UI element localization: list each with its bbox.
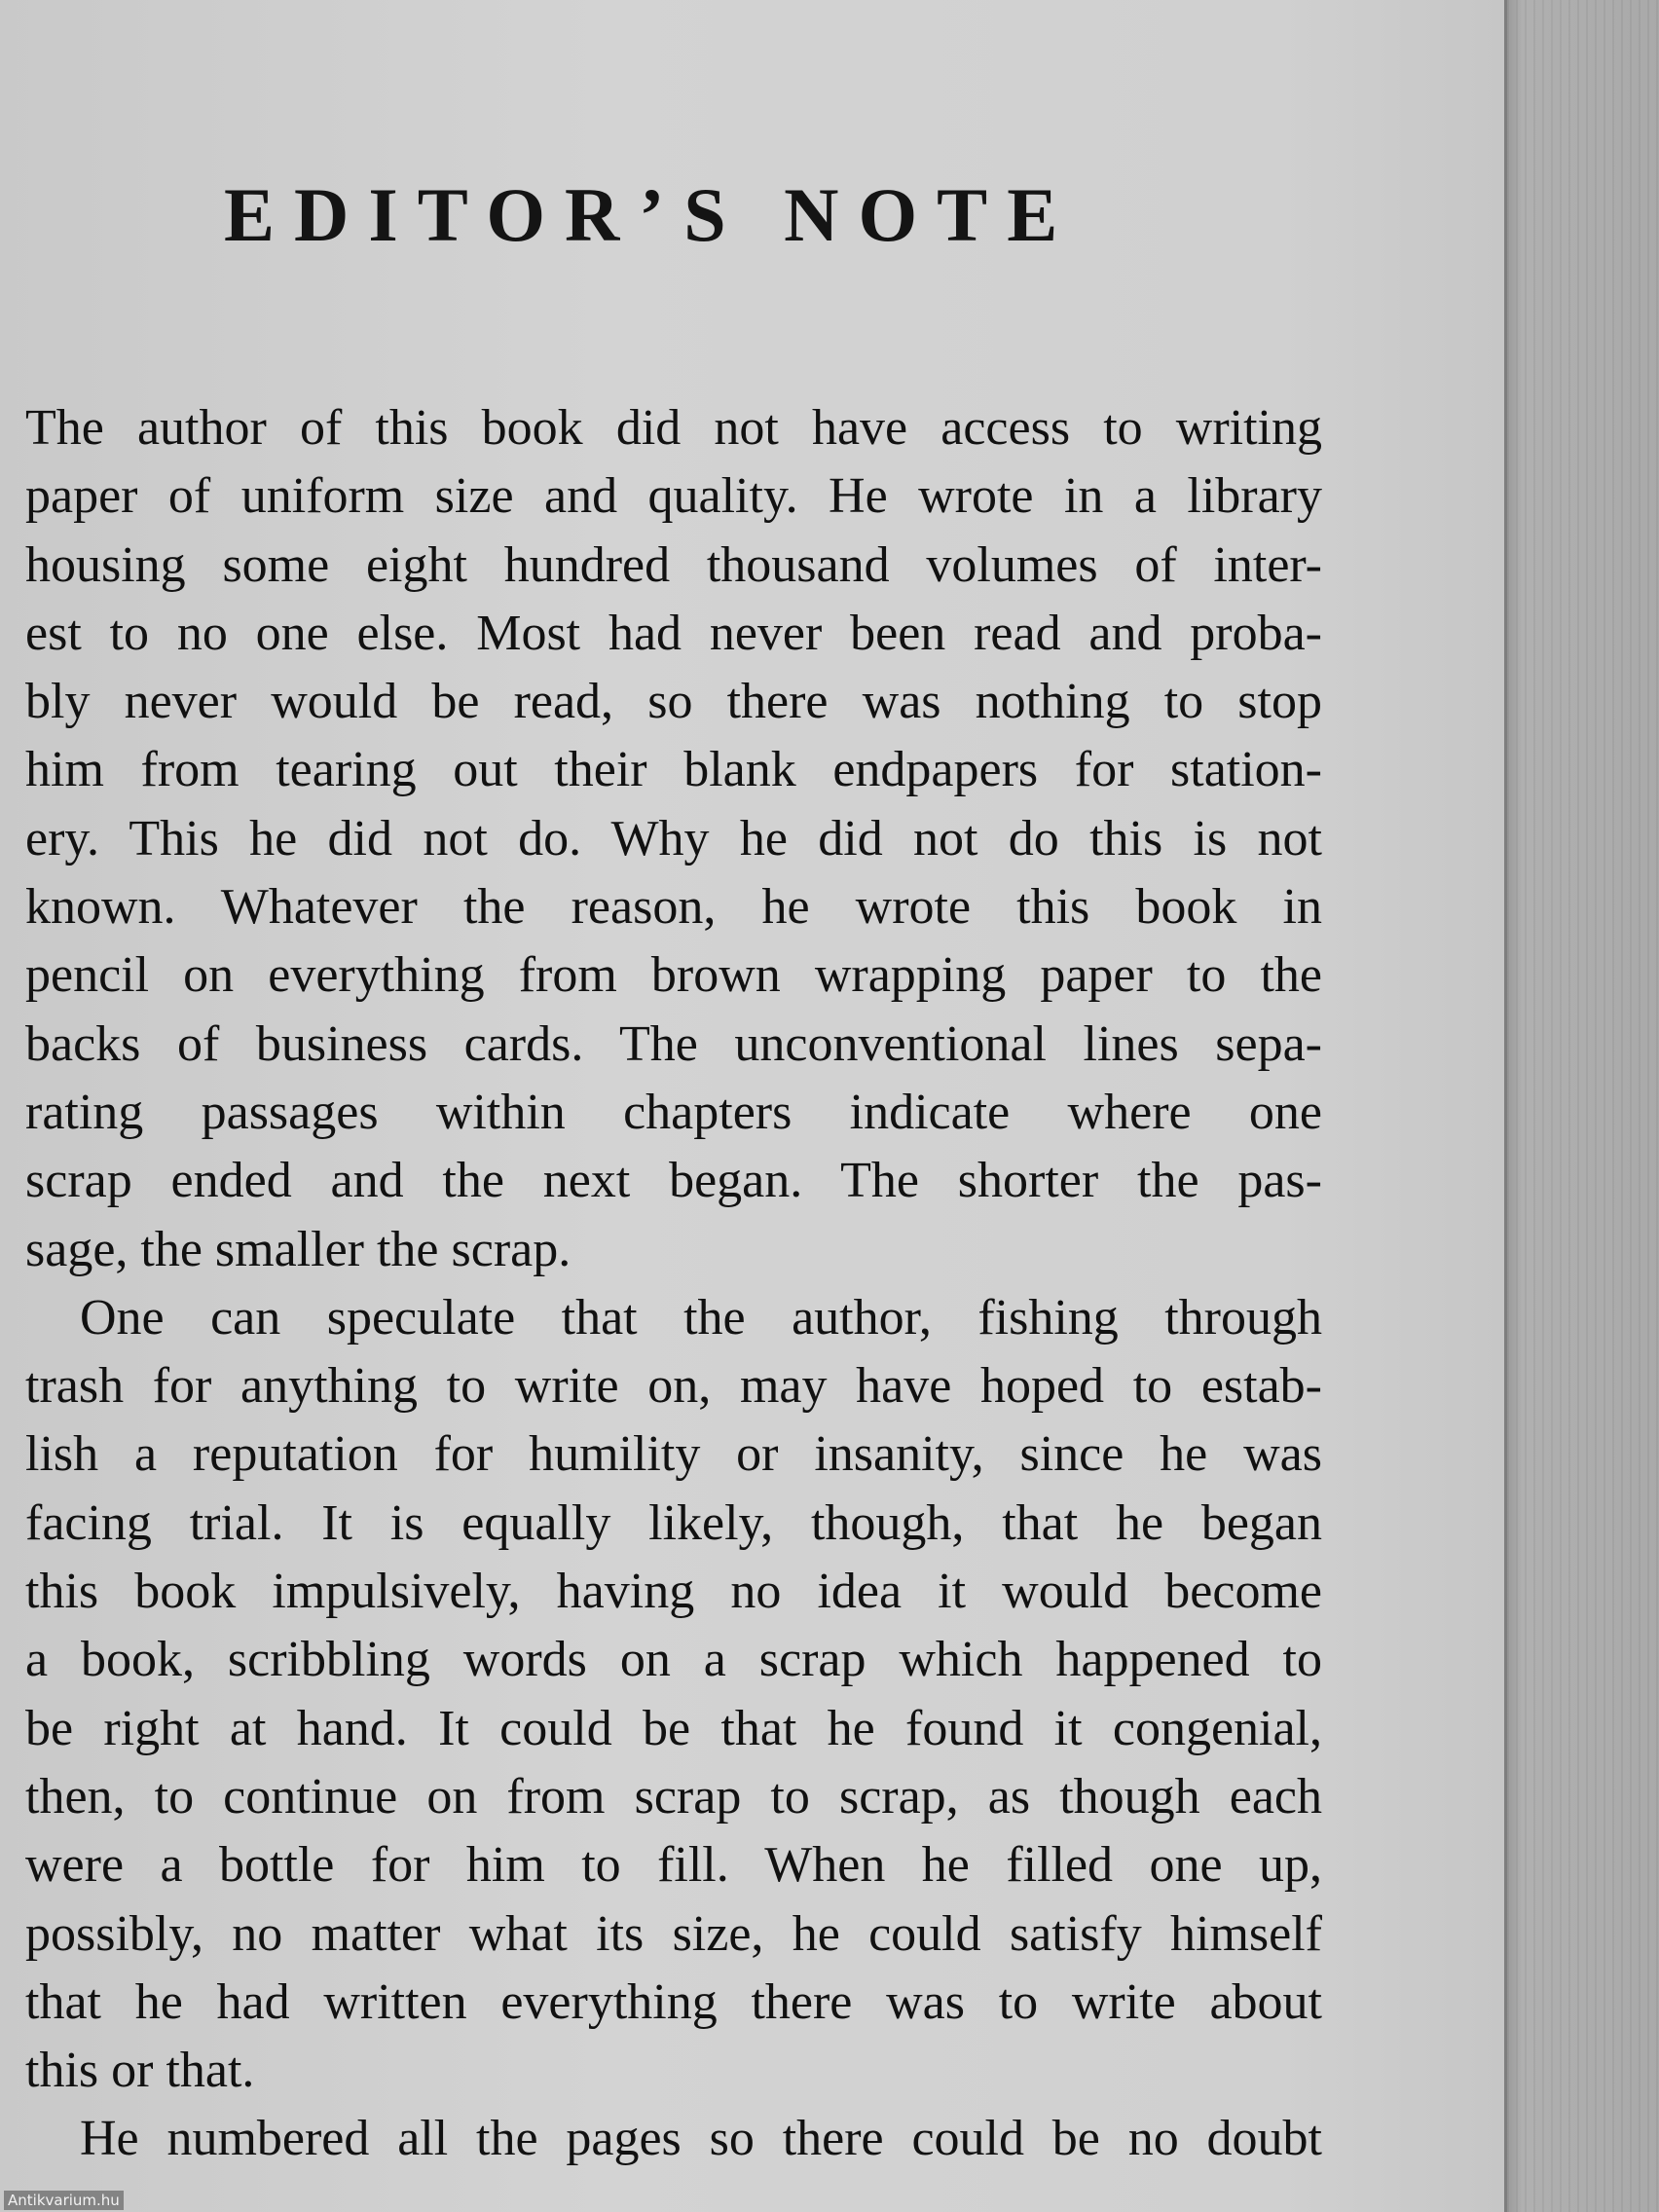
text-line: housing some eight hundred thousand volumes of inter-: [25, 536, 1322, 593]
text-line: this book impulsively, having no idea it would become: [25, 1564, 1322, 1620]
text-line: lish a reputation for humility or insanity, since he was: [25, 1426, 1322, 1483]
text-line: ery. This he did not do. Why he did not do this is not: [25, 810, 1322, 866]
body-text: [25, 394, 1322, 2174]
text-line: He numbered all the pages so there could be no doubt: [80, 2111, 1322, 2167]
text-line: facing trial. It is equally likely, though, that he began: [25, 1494, 1322, 1551]
text-line: rating passages within chapters indicate where one: [25, 1084, 1322, 1140]
paragraph-2: [25, 1284, 1322, 2106]
text-line: scrap ended and the next began. The shorter the pas-: [25, 1153, 1322, 1209]
paragraph-3: [25, 2105, 1322, 2173]
text-line: backs of business cards. The unconventional lines sepa-: [25, 1015, 1322, 1072]
text-line: that he had written everything there was to write about: [25, 1973, 1322, 2030]
text-line: then, to continue on from scrap to scrap, as though each: [25, 1768, 1322, 1825]
text-line: sage, the smaller the scrap.: [25, 1221, 571, 1277]
text-line: pencil on everything from brown wrapping paper to the: [25, 947, 1322, 1004]
page-edge-stack: [1504, 0, 1659, 2212]
text-line: est to no one else. Most had never been read and proba-: [25, 605, 1322, 661]
text-line: bly never would be read, so there was nothing to stop: [25, 674, 1322, 730]
text-line: One can speculate that the author, fishing through: [80, 1289, 1322, 1346]
text-line: trash for anything to write on, may have hoped to estab-: [25, 1358, 1322, 1415]
text-line: paper of uniform size and quality. He wrote in a library: [25, 468, 1322, 525]
page-title: EDITOR’S NOTE: [224, 172, 1078, 257]
text-line: were a bottle for him to fill. When he filled one up,: [25, 1837, 1322, 1894]
text-line: known. Whatever the reason, he wrote this book in: [25, 879, 1322, 936]
paragraph-1: [25, 394, 1322, 1284]
text-line: a book, scribbling words on a scrap which happened to: [25, 1632, 1322, 1688]
text-line: him from tearing out their blank endpapers for station-: [25, 742, 1322, 798]
text-line: possibly, no matter what its size, he could satisfy himself: [25, 1905, 1322, 1962]
text-line: this or that.: [25, 2043, 255, 2099]
text-line: The author of this book did not have access to writing: [25, 400, 1322, 456]
watermark: Antikvarium.hu: [4, 2191, 124, 2210]
text-line: be right at hand. It could be that he found it congenial,: [25, 1700, 1322, 1756]
